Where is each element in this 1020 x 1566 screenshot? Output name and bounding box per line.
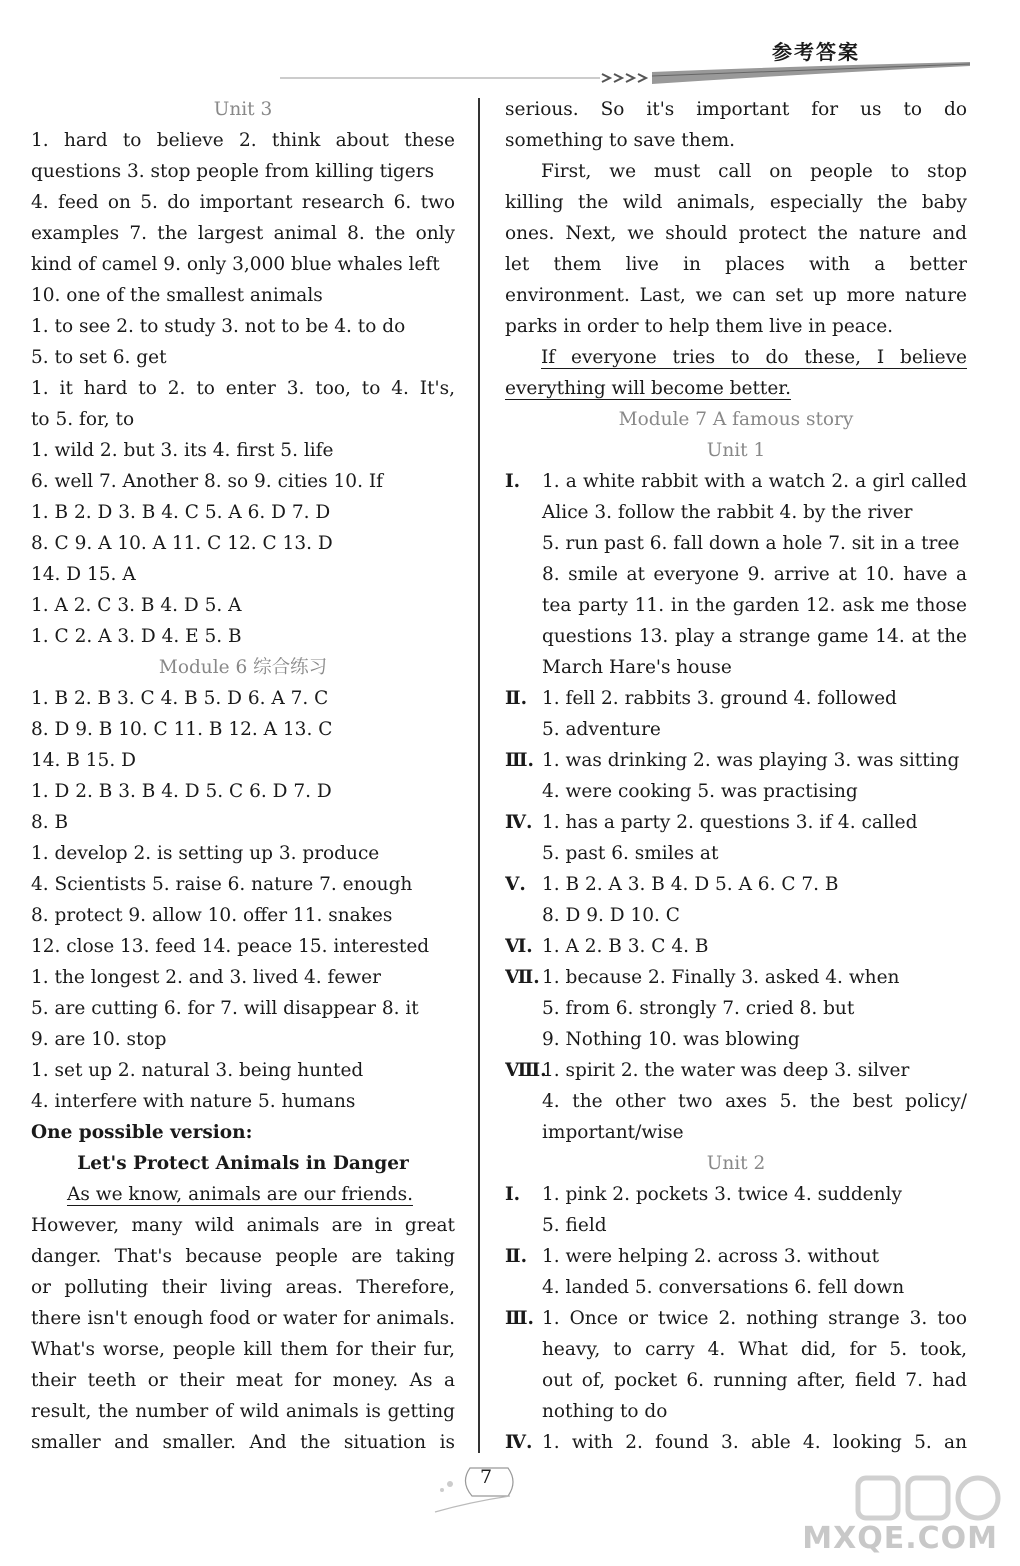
answer-continuation: important/wise [542, 1122, 684, 1143]
answer-line: 4. Scientists 5. raise 6. nature 7. enough [31, 874, 413, 895]
underlined-sentence [505, 342, 967, 373]
text-line: or polluting their living areas. Therefore, [31, 1277, 455, 1298]
answer-text: 1. Once or twice 2. nothing strange 3. too [542, 1308, 967, 1329]
answer-line: 6. well 7. Another 8. so 9. cities 10. If [31, 471, 383, 492]
section-heading: Unit 1 [706, 440, 766, 461]
exercise-answers [505, 931, 967, 962]
answer-text: 1. was drinking 2. was playing 3. was sitting [542, 750, 960, 771]
answer-continuation: 4. the other two axes 5. the best policy/ [542, 1091, 967, 1112]
answer-continuation: 5. past 6. smiles at [542, 843, 719, 864]
section-heading: Module 7 A famous story [618, 409, 854, 430]
answer-continuation: 5. run past 6. fall down a hole 7. sit in a tree [542, 533, 960, 554]
roman-numeral: Ⅳ. [505, 812, 533, 833]
exercise-answers [505, 1427, 967, 1458]
roman-numeral: Ⅴ. [505, 874, 526, 895]
text-line: What's worse, people kill them for their fur, [31, 1339, 455, 1360]
answer-text: 1. because 2. Finally 3. asked 4. when [542, 967, 900, 988]
page-number-badge [430, 1462, 540, 1518]
answer-line: to 5. for, to [31, 409, 135, 430]
answer-line: 1. to see 2. to study 3. not to be 4. to do [31, 316, 406, 337]
answer-line: 1. develop 2. is setting up 3. produce [31, 843, 380, 864]
watermark-logo [802, 1472, 1008, 1562]
answer-continuation: 5. from 6. strongly 7. cried 8. but [542, 998, 855, 1019]
answer-line: 1. B 2. D 3. B 4. C 5. A 6. D 7. D [31, 502, 331, 523]
answer-line: 1. the longest 2. and 3. lived 4. fewer [31, 967, 381, 988]
answer-line: 8. protect 9. allow 10. offer 11. snakes [31, 905, 393, 926]
right-column [505, 94, 967, 1458]
answer-line: questions 3. stop people from killing tigers [31, 161, 435, 182]
text-line: 4. feed on 5. do important research 6. two [31, 192, 455, 213]
section-heading: Module 6 综合练习 [158, 657, 328, 678]
answer-line: 14. D 15. A [31, 564, 136, 585]
section-heading: Unit 2 [706, 1153, 766, 1174]
roman-numeral: Ⅱ. [505, 688, 528, 709]
exercise-answers [505, 745, 967, 776]
roman-numeral: Ⅰ. [505, 1184, 521, 1205]
answer-text: 1. B 2. A 3. B 4. D 5. A 6. C 7. B [542, 874, 839, 895]
text-line: serious. So it's important for us to do [505, 99, 967, 120]
exercise-answers [505, 466, 967, 497]
underlined-sentence [31, 1179, 455, 1210]
answer-line: 5. to set 6. get [31, 347, 167, 368]
answer-continuation: 8. smile at everyone 9. arrive at 10. have a [542, 564, 967, 585]
exercise-answers [505, 683, 967, 714]
exercise-answers [505, 962, 967, 993]
answer-line: 4. interfere with nature 5. humans [31, 1091, 356, 1112]
answer-line: kind of camel 9. only 3,000 blue whales left [31, 254, 440, 275]
answer-line: 1. C 2. A 3. D 4. E 5. B [31, 626, 242, 647]
answer-continuation: Alice 3. follow the rabbit 4. by the river [542, 502, 913, 523]
essay-title: Let's Protect Animals in Danger [77, 1153, 409, 1174]
answer-line: 9. are 10. stop [31, 1029, 167, 1050]
answer-text: 1. a white rabbit with a watch 2. a girl called [542, 471, 967, 492]
roman-numeral: Ⅰ. [505, 471, 521, 492]
roman-numeral: Ⅱ. [505, 1246, 528, 1267]
page-number: 7 [479, 1466, 493, 1488]
roman-numeral: Ⅲ. [505, 1308, 534, 1329]
exercise-answers [505, 807, 967, 838]
text-line: 1. it hard to 2. to enter 3. too, to 4. It's, [31, 378, 455, 399]
text-line: 1. hard to believe 2. think about these [31, 130, 455, 151]
roman-numeral: Ⅷ. [505, 1060, 547, 1081]
answer-line: 8. C 9. A 10. A 11. C 12. C 13. D [31, 533, 333, 554]
roman-numeral: Ⅵ. [505, 936, 533, 957]
answer-continuation: questions 13. play a strange game 14. at the [542, 626, 967, 647]
roman-numeral: Ⅳ. [505, 1432, 533, 1453]
answer-text: 1. fell 2. rabbits 3. ground 4. followed [542, 688, 897, 709]
roman-numeral: Ⅶ. [505, 967, 540, 988]
text-line: result, the number of wild animals is getting [31, 1401, 455, 1422]
answer-line: 8. B [31, 812, 69, 833]
header-decoration [280, 60, 970, 90]
exercise-answers [505, 1055, 967, 1086]
text-line: danger. That's because people are taking [31, 1246, 455, 1267]
section-heading: Unit 3 [213, 99, 273, 120]
text-line: examples 7. the largest animal 8. the only [31, 223, 455, 244]
answer-continuation: tea party 11. in the garden 12. ask me those [542, 595, 967, 616]
text-line: their teeth or their meat for money. As a [31, 1370, 455, 1391]
text-line: smaller and smaller. And the situation is [31, 1432, 455, 1453]
answer-line: 1. wild 2. but 3. its 4. first 5. life [31, 440, 334, 461]
text-line: there isn't enough food or water for animals. [31, 1308, 455, 1329]
answer-line: 1. B 2. B 3. C 4. B 5. D 6. A 7. C [31, 688, 329, 709]
answer-continuation: 4. were cooking 5. was practising [542, 781, 858, 802]
watermark-text: MXQE.COM [802, 1521, 998, 1556]
exercise-answers [505, 1179, 967, 1210]
answer-text: 1. with 2. found 3. able 4. looking 5. an [542, 1432, 967, 1453]
text-line: let them live in places with a better [505, 254, 967, 275]
paragraph-first-line: First, we must call on people to stop [541, 161, 967, 182]
answer-line: 8. D 9. B 10. C 11. B 12. A 13. C [31, 719, 333, 740]
answer-continuation: nothing to do [542, 1401, 668, 1422]
text-line: However, many wild animals are in great [31, 1215, 455, 1236]
answer-line: 1. set up 2. natural 3. being hunted [31, 1060, 364, 1081]
exercise-answers [505, 869, 967, 900]
answer-line: 12. close 13. feed 14. peace 15. interested [31, 936, 430, 957]
underlined-sentence [505, 373, 967, 404]
answer-line: 1. A 2. C 3. B 4. D 5. A [31, 595, 242, 616]
underlined-text: If everyone tries to do these, I believe [541, 347, 967, 368]
answer-text: 1. A 2. B 3. C 4. B [542, 936, 709, 957]
underlined-text: As we know, animals are our friends. [67, 1184, 413, 1205]
answer-line: 10. one of the smallest animals [31, 285, 323, 306]
answer-continuation: heavy, to carry 4. What did, for 5. took, [542, 1339, 967, 1360]
underlined-text: everything will become better. [505, 378, 791, 399]
answer-continuation: out of, pocket 6. running after, field 7. had [542, 1370, 967, 1391]
answer-continuation: 5. field [542, 1215, 607, 1236]
answer-line: parks in order to help them live in peace. [505, 316, 894, 337]
exercise-answers [505, 1303, 967, 1334]
left-column [31, 94, 455, 1458]
answer-line: 14. B 15. D [31, 750, 136, 771]
answer-text: 1. has a party 2. questions 3. if 4. called [542, 812, 918, 833]
roman-numeral: Ⅲ. [505, 750, 534, 771]
text-line: environment. Last, we can set up more nature [505, 285, 967, 306]
text-line: ones. Next, we should protect the nature and [505, 223, 967, 244]
page-header-title: 参考答案 [772, 40, 860, 64]
answer-line: 1. D 2. B 3. B 4. D 5. C 6. D 7. D [31, 781, 332, 802]
answer-continuation: 5. adventure [542, 719, 661, 740]
answer-continuation: March Hare's house [542, 657, 732, 678]
exercise-answers [505, 1241, 967, 1272]
answer-continuation: 8. D 9. D 10. C [542, 905, 680, 926]
answer-text: 1. were helping 2. across 3. without [542, 1246, 880, 1267]
answer-continuation: 9. Nothing 10. was blowing [542, 1029, 800, 1050]
text-line: killing the wild animals, especially the baby [505, 192, 967, 213]
answer-line: 5. are cutting 6. for 7. will disappear 8. it [31, 998, 419, 1019]
essay-label: One possible version: [31, 1122, 253, 1143]
answer-text: 1. spirit 2. the water was deep 3. silver [542, 1060, 910, 1081]
answer-continuation: 4. landed 5. conversations 6. fell down [542, 1277, 905, 1298]
answer-line: something to save them. [505, 130, 736, 151]
column-divider [478, 98, 480, 1453]
answer-text: 1. pink 2. pockets 3. twice 4. suddenly [542, 1184, 902, 1205]
